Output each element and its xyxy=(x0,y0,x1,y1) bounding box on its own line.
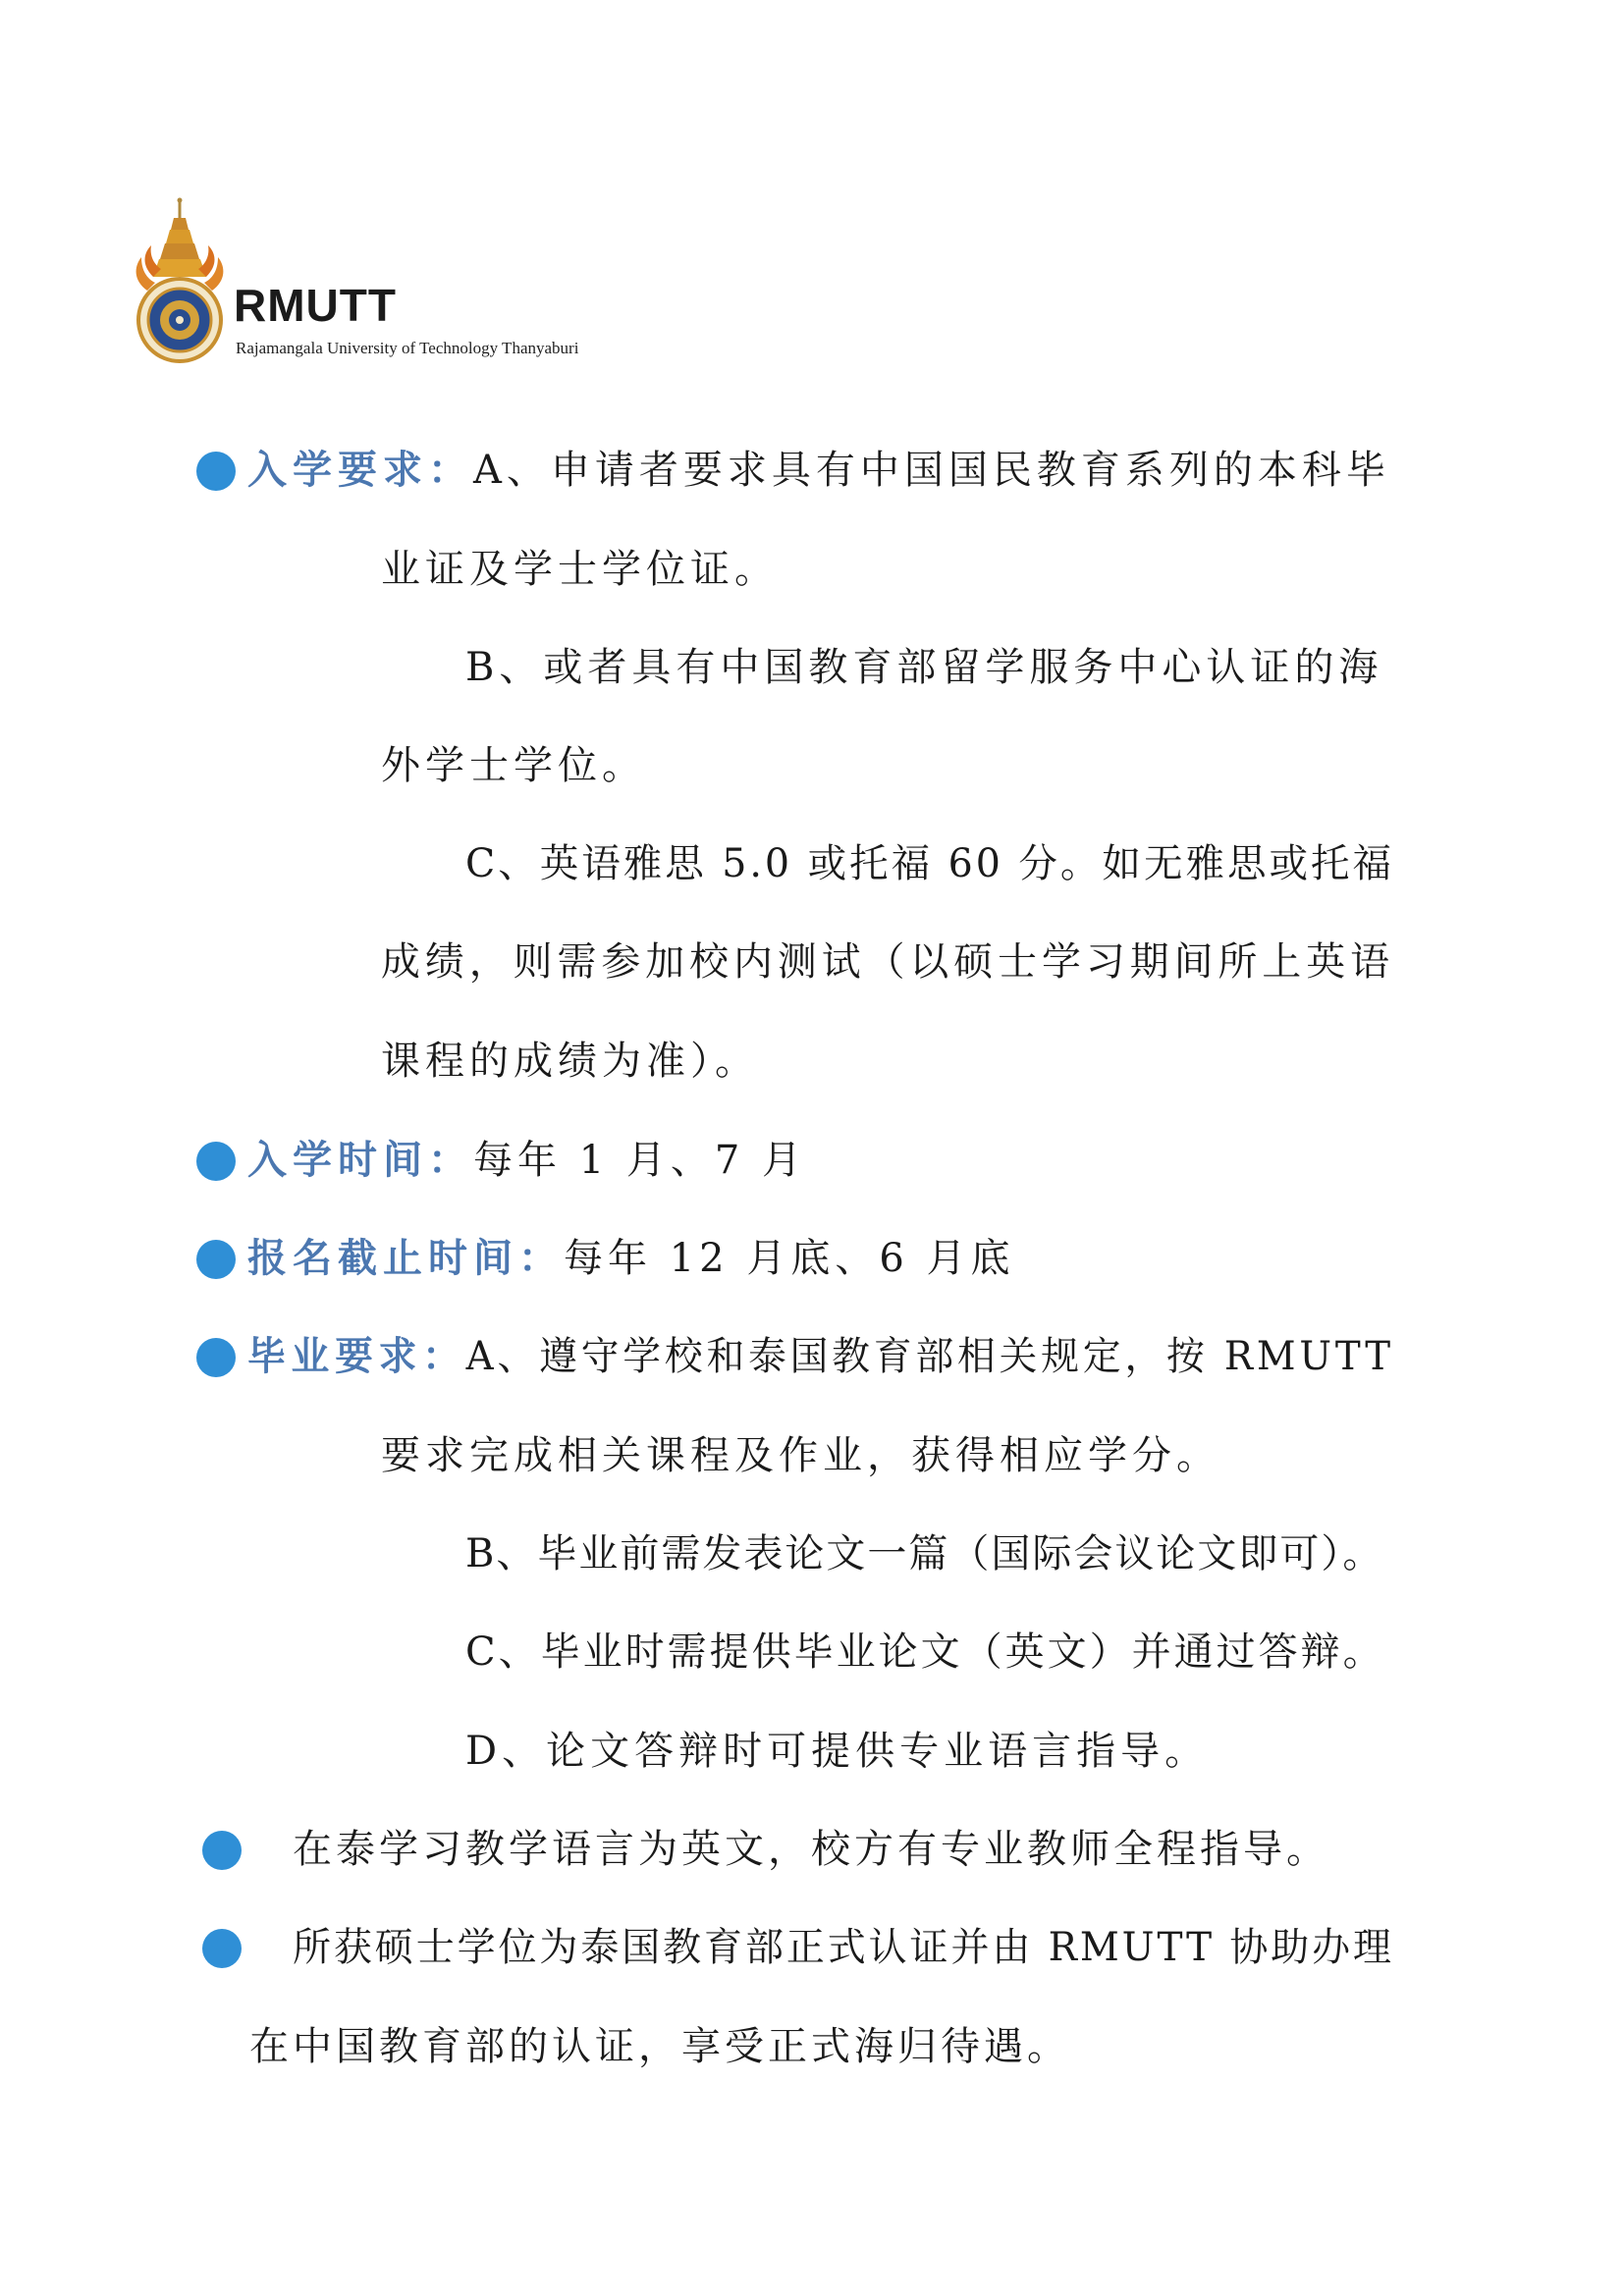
logo-subtitle: Rajamangala University of Technology Thanyaburi xyxy=(236,339,579,357)
enrollment-time-label: 入学时间： xyxy=(247,1137,473,1183)
enrollment-time-value: 每年 1 月、7 月 xyxy=(473,1138,807,1183)
rmutt-seal-icon xyxy=(126,196,234,373)
graduation-a-line1: A、遵守学校和泰国教育部相关规定，按 RMUTT xyxy=(465,1334,1395,1379)
admission-a-line1: A、申请者要求具有中国国民教育系列的本科毕 xyxy=(473,448,1390,493)
graduation-b: B、毕业前需发表论文一篇（国际会议论文即可）。 xyxy=(465,1531,1384,1576)
bullet-note-2 xyxy=(202,1929,242,1968)
note-2-line2: 在中国教育部的认证，享受正式海归待遇。 xyxy=(249,2024,1070,2069)
admission-b-line1: B、或者具有中国教育部留学服务中心认证的海 xyxy=(465,645,1383,690)
deadline-label: 报名截止时间： xyxy=(247,1235,564,1281)
graduation-a-line2: 要求完成相关课程及作业，获得相应学分。 xyxy=(381,1433,1220,1478)
bullet-note-1 xyxy=(202,1831,242,1870)
logo-name: RMUTT xyxy=(234,280,397,331)
bullet-deadline xyxy=(196,1240,236,1279)
deadline-value: 每年 12 月底、6 月底 xyxy=(564,1236,1015,1281)
admission-label: 入学要求： xyxy=(247,447,473,493)
admission-c-line2: 成绩，则需参加校内测试（以硕士学习期间所上英语 xyxy=(381,939,1394,985)
note-1-line1: 在泰学习教学语言为英文，校方有专业教师全程指导。 xyxy=(293,1827,1329,1872)
graduation-c: C、毕业时需提供毕业论文（英文）并通过答辩。 xyxy=(465,1629,1385,1675)
bullet-graduation xyxy=(196,1338,236,1377)
admission-line-2: 业证及学士学位证。 xyxy=(381,547,779,592)
university-logo xyxy=(126,196,636,373)
admission-c-line1: C、英语雅思 5.0 或托福 60 分。如无雅思或托福 xyxy=(465,841,1394,886)
bullet-admission xyxy=(196,452,236,491)
graduation-label: 毕业要求： xyxy=(247,1333,466,1379)
admission-line-1 xyxy=(247,443,1390,498)
deadline-line xyxy=(247,1231,1015,1286)
graduation-d: D、论文答辩时可提供专业语言指导。 xyxy=(465,1729,1210,1774)
admission-b-line2: 外学士学位。 xyxy=(381,743,646,788)
note-2-line1: 所获硕士学位为泰国教育部正式认证并由 RMUTT 协助办理 xyxy=(293,1925,1394,1970)
bullet-enrollment-time xyxy=(196,1142,236,1181)
graduation-line-1 xyxy=(247,1329,1394,1384)
enrollment-time-line xyxy=(247,1133,806,1188)
admission-c-line3: 课程的成绩为准）。 xyxy=(381,1039,759,1084)
